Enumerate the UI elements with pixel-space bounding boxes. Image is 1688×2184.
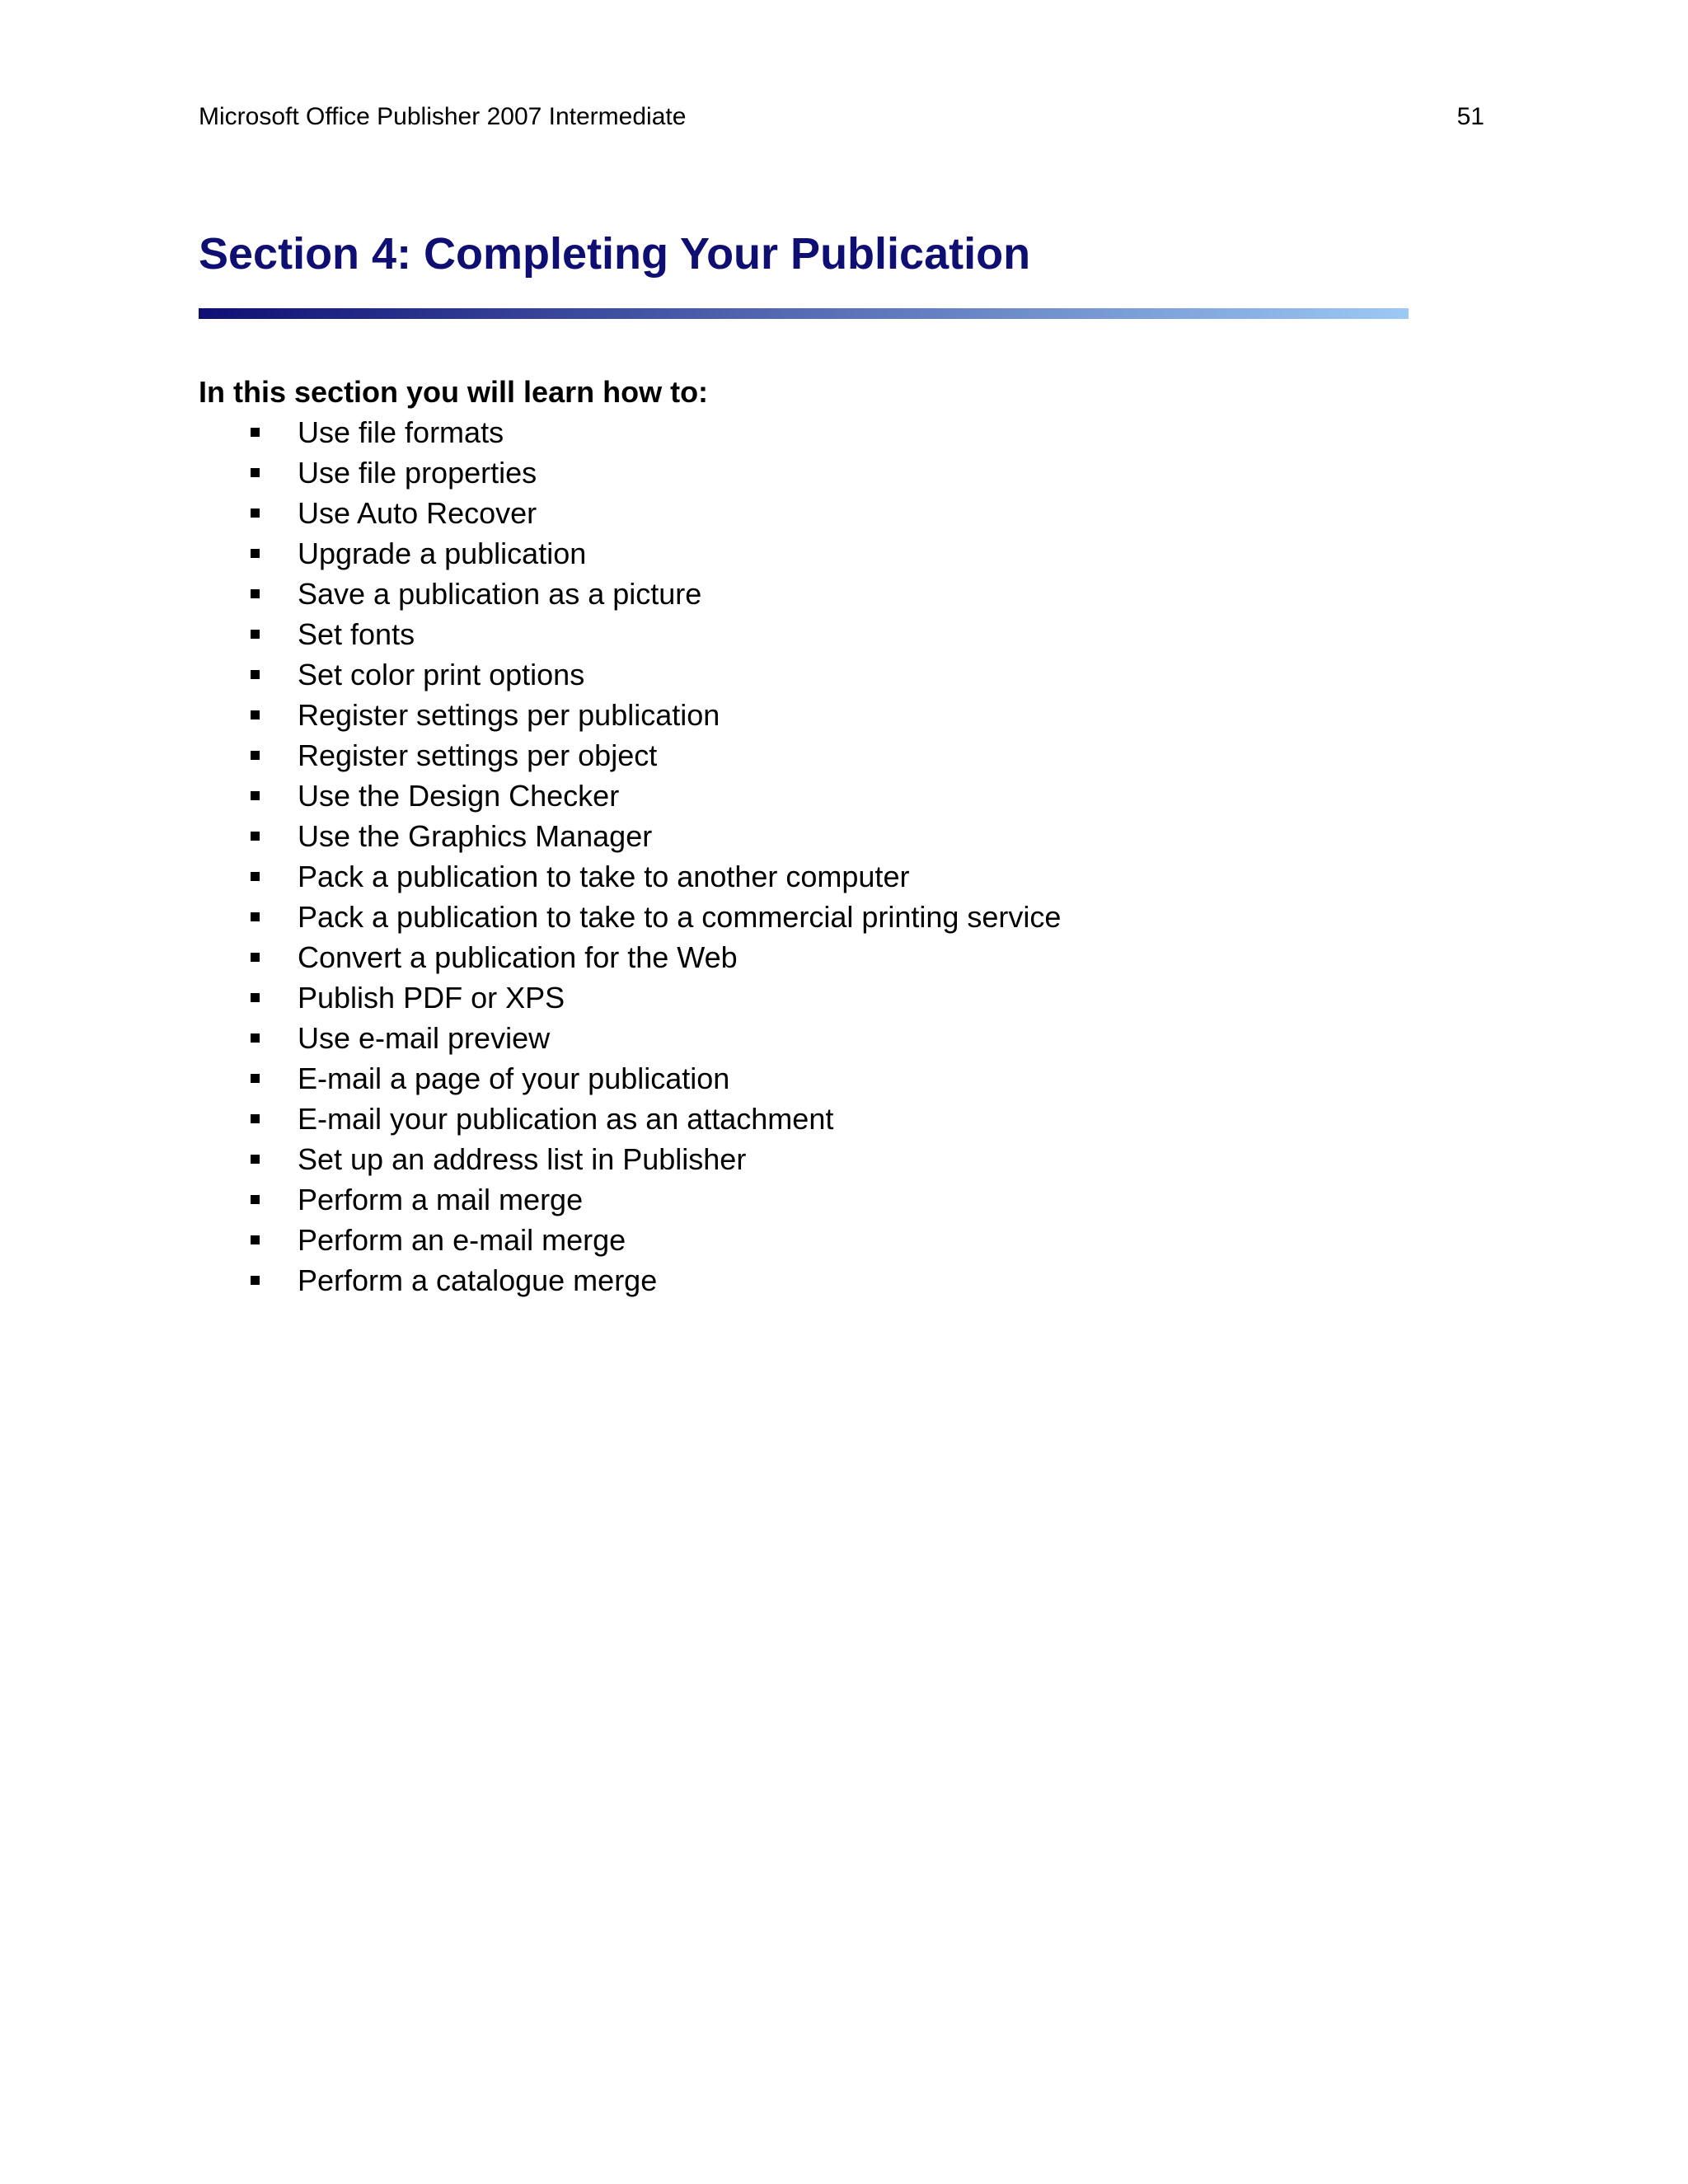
square-bullet-icon	[251, 1155, 260, 1164]
square-bullet-icon	[251, 832, 260, 841]
objective-text: Upgrade a publication	[298, 537, 587, 570]
objective-item	[248, 856, 1061, 897]
course-title: Microsoft Office Publisher 2007 Intermediate	[199, 103, 687, 130]
objective-item	[248, 695, 1061, 735]
square-bullet-icon	[251, 1114, 260, 1123]
objective-text: Set up an address list in Publisher	[298, 1142, 747, 1176]
objective-item	[248, 533, 1061, 574]
square-bullet-icon	[251, 710, 260, 719]
square-bullet-icon	[251, 589, 260, 598]
square-bullet-icon	[251, 912, 260, 921]
objective-item	[248, 412, 1061, 452]
section-title: Section 4: Completing Your Publication	[199, 229, 1031, 279]
square-bullet-icon	[251, 993, 260, 1002]
square-bullet-icon	[251, 630, 260, 639]
objective-text: Register settings per publication	[298, 698, 720, 732]
objective-item	[248, 816, 1061, 856]
objective-item	[248, 1099, 1061, 1139]
objective-text: Use e-mail preview	[298, 1021, 551, 1055]
objective-item	[248, 897, 1061, 937]
objectives-intro: In this section you will learn how to:	[199, 375, 709, 409]
objective-item	[248, 1018, 1061, 1058]
objective-text: Use Auto Recover	[298, 496, 537, 530]
objective-item	[248, 1220, 1061, 1260]
objective-text: Register settings per object	[298, 738, 658, 772]
objective-item	[248, 1260, 1061, 1301]
square-bullet-icon	[251, 549, 260, 558]
objective-item	[248, 614, 1061, 654]
objective-text: Use file formats	[298, 415, 504, 449]
objective-text: Use file properties	[298, 456, 537, 490]
square-bullet-icon	[251, 953, 260, 962]
objective-item	[248, 654, 1061, 695]
objective-item	[248, 776, 1061, 816]
objective-text: Use the Design Checker	[298, 779, 620, 813]
running-header	[199, 99, 1484, 135]
objective-text: Convert a publication for the Web	[298, 940, 738, 974]
objective-item	[248, 574, 1061, 614]
objective-item	[248, 735, 1061, 776]
square-bullet-icon	[251, 670, 260, 679]
objective-text: Publish PDF or XPS	[298, 981, 565, 1015]
square-bullet-icon	[251, 428, 260, 437]
square-bullet-icon	[251, 1235, 260, 1244]
square-bullet-icon	[251, 1074, 260, 1083]
objective-text: Save a publication as a picture	[298, 577, 702, 611]
square-bullet-icon	[251, 1276, 260, 1285]
objective-text: E-mail your publication as an attachment	[298, 1102, 834, 1136]
objectives-list	[248, 412, 1061, 1301]
objective-item	[248, 1058, 1061, 1099]
objective-item	[248, 937, 1061, 977]
title-gradient-rule	[199, 308, 1409, 319]
square-bullet-icon	[251, 791, 260, 800]
square-bullet-icon	[251, 1195, 260, 1204]
objective-text: Pack a publication to take to another computer	[298, 860, 910, 893]
square-bullet-icon	[251, 872, 260, 881]
objective-text: Use the Graphics Manager	[298, 819, 653, 853]
objective-item	[248, 1139, 1061, 1179]
square-bullet-icon	[251, 468, 260, 477]
objective-text: Pack a publication to take to a commercial printing service	[298, 900, 1062, 934]
objective-item	[248, 493, 1061, 533]
objective-item	[248, 452, 1061, 493]
objective-text: E-mail a page of your publication	[298, 1062, 730, 1095]
objective-text: Perform a mail merge	[298, 1183, 584, 1216]
objective-item	[248, 1179, 1061, 1220]
objective-text: Set fonts	[298, 617, 415, 651]
square-bullet-icon	[251, 1033, 260, 1043]
square-bullet-icon	[251, 751, 260, 760]
objective-text: Perform an e-mail merge	[298, 1223, 626, 1257]
objective-text: Perform a catalogue merge	[298, 1263, 658, 1297]
square-bullet-icon	[251, 509, 260, 518]
objective-text: Set color print options	[298, 658, 585, 691]
page-number: 51	[1456, 103, 1484, 130]
objective-item	[248, 977, 1061, 1018]
